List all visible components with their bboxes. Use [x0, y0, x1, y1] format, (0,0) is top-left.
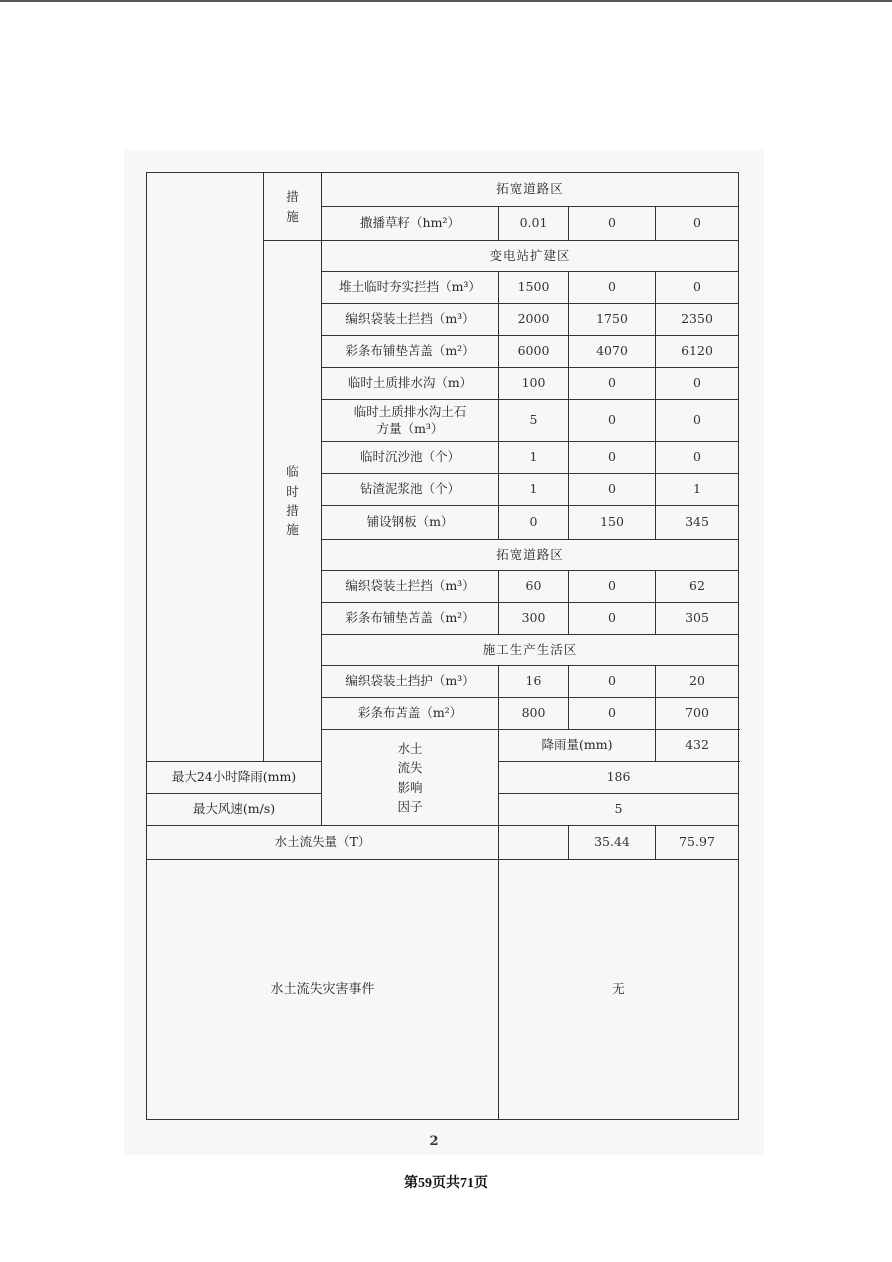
- cell-value: 0: [656, 442, 739, 474]
- disaster-event-value: 无: [499, 860, 739, 1120]
- row-label: 编织袋装土拦挡（m³）: [322, 571, 499, 603]
- cell-value: 60: [499, 571, 569, 603]
- cell-value: 0: [569, 666, 656, 698]
- row-label: 彩条布苫盖（m²）: [322, 698, 499, 730]
- cell-value: 75.97: [656, 826, 739, 860]
- cell-value: [499, 826, 569, 860]
- section-header: 拓宽道路区: [322, 173, 739, 207]
- cell-value: 700: [656, 698, 739, 730]
- cell-value: 0: [569, 603, 656, 635]
- row-label: 编织袋装土拦挡（m³）: [322, 304, 499, 336]
- cell-value: 4070: [569, 336, 656, 368]
- cell-value: 1750: [569, 304, 656, 336]
- soil-loss-label: 水土流失量（T）: [147, 826, 499, 860]
- section-header: 拓宽道路区: [322, 540, 739, 571]
- cell-value: 100: [499, 368, 569, 400]
- scan-page-number: 2: [429, 1134, 439, 1149]
- page-footer: 第59页共71页: [404, 1176, 488, 1191]
- cell-value: 6000: [499, 336, 569, 368]
- cell-value: 0: [569, 571, 656, 603]
- monitoring-table: [146, 172, 739, 1120]
- cell-value: 0: [499, 506, 569, 540]
- factor-label: 降雨量(mm): [499, 730, 656, 762]
- row-label: 钻渣泥浆池（个）: [322, 474, 499, 506]
- factor-label: 最大风速(m/s): [147, 794, 322, 826]
- row-label: 编织袋装土挡护（m³）: [322, 666, 499, 698]
- row-label: 临时土质排水沟土石方量（m³）: [322, 400, 499, 442]
- table-row: [147, 860, 739, 1120]
- cell-value: 2350: [656, 304, 739, 336]
- cell-value: 800: [499, 698, 569, 730]
- cell-value: 0: [656, 368, 739, 400]
- factor-label: 最大24小时降雨(mm): [147, 762, 322, 794]
- cell-value: 0: [569, 272, 656, 304]
- row-label: 临时沉沙池（个）: [322, 442, 499, 474]
- factors-label-cell: 水土流失影响因子: [322, 730, 499, 826]
- factor-value: 5: [499, 794, 739, 826]
- cell-value: 150: [569, 506, 656, 540]
- disaster-event-label: 水土流失灾害事件: [147, 860, 499, 1120]
- cell-value: 20: [656, 666, 739, 698]
- cell-value: 0: [569, 368, 656, 400]
- row-label: 彩条布铺垫苫盖（m²）: [322, 336, 499, 368]
- cell-value: 0: [656, 272, 739, 304]
- cell-value: 5: [499, 400, 569, 442]
- row-label: 临时土质排水沟（m）: [322, 368, 499, 400]
- measures-label-cell: 措施: [264, 173, 322, 241]
- section-header: 变电站扩建区: [322, 241, 739, 272]
- temporary-measures-label-cell: 临时措施: [264, 241, 322, 762]
- cell-value: 0: [569, 474, 656, 506]
- row-label: 堆土临时夯实拦挡（m³）: [322, 272, 499, 304]
- table-row: [147, 826, 739, 860]
- cell-value: 0: [569, 442, 656, 474]
- cell-value: 0: [656, 400, 739, 442]
- section-header: 施工生产生活区: [322, 635, 739, 666]
- cell-value: 0: [569, 698, 656, 730]
- cell-value: 2000: [499, 304, 569, 336]
- cell-value: 0: [656, 207, 739, 241]
- cell-value: 345: [656, 506, 739, 540]
- cell-value: 1: [499, 442, 569, 474]
- cell-value: 0: [569, 400, 656, 442]
- factor-value: 432: [656, 730, 739, 762]
- cell-value: 0.01: [499, 207, 569, 241]
- cell-value: 35.44: [569, 826, 656, 860]
- table-row: [147, 173, 739, 207]
- cell-value: 1500: [499, 272, 569, 304]
- cell-value: 16: [499, 666, 569, 698]
- cell-value: 305: [656, 603, 739, 635]
- factor-value: 186: [499, 762, 739, 794]
- row-label: 铺设钢板（m）: [322, 506, 499, 540]
- left-blank-cell: [147, 173, 264, 762]
- cell-value: 0: [569, 207, 656, 241]
- cell-value: 300: [499, 603, 569, 635]
- cell-value: 1: [656, 474, 739, 506]
- row-label: 彩条布铺垫苫盖（m²）: [322, 603, 499, 635]
- cell-value: 1: [499, 474, 569, 506]
- top-rule: [0, 0, 892, 2]
- row-label: 撒播草籽（hm²）: [322, 207, 499, 241]
- cell-value: 62: [656, 571, 739, 603]
- cell-value: 6120: [656, 336, 739, 368]
